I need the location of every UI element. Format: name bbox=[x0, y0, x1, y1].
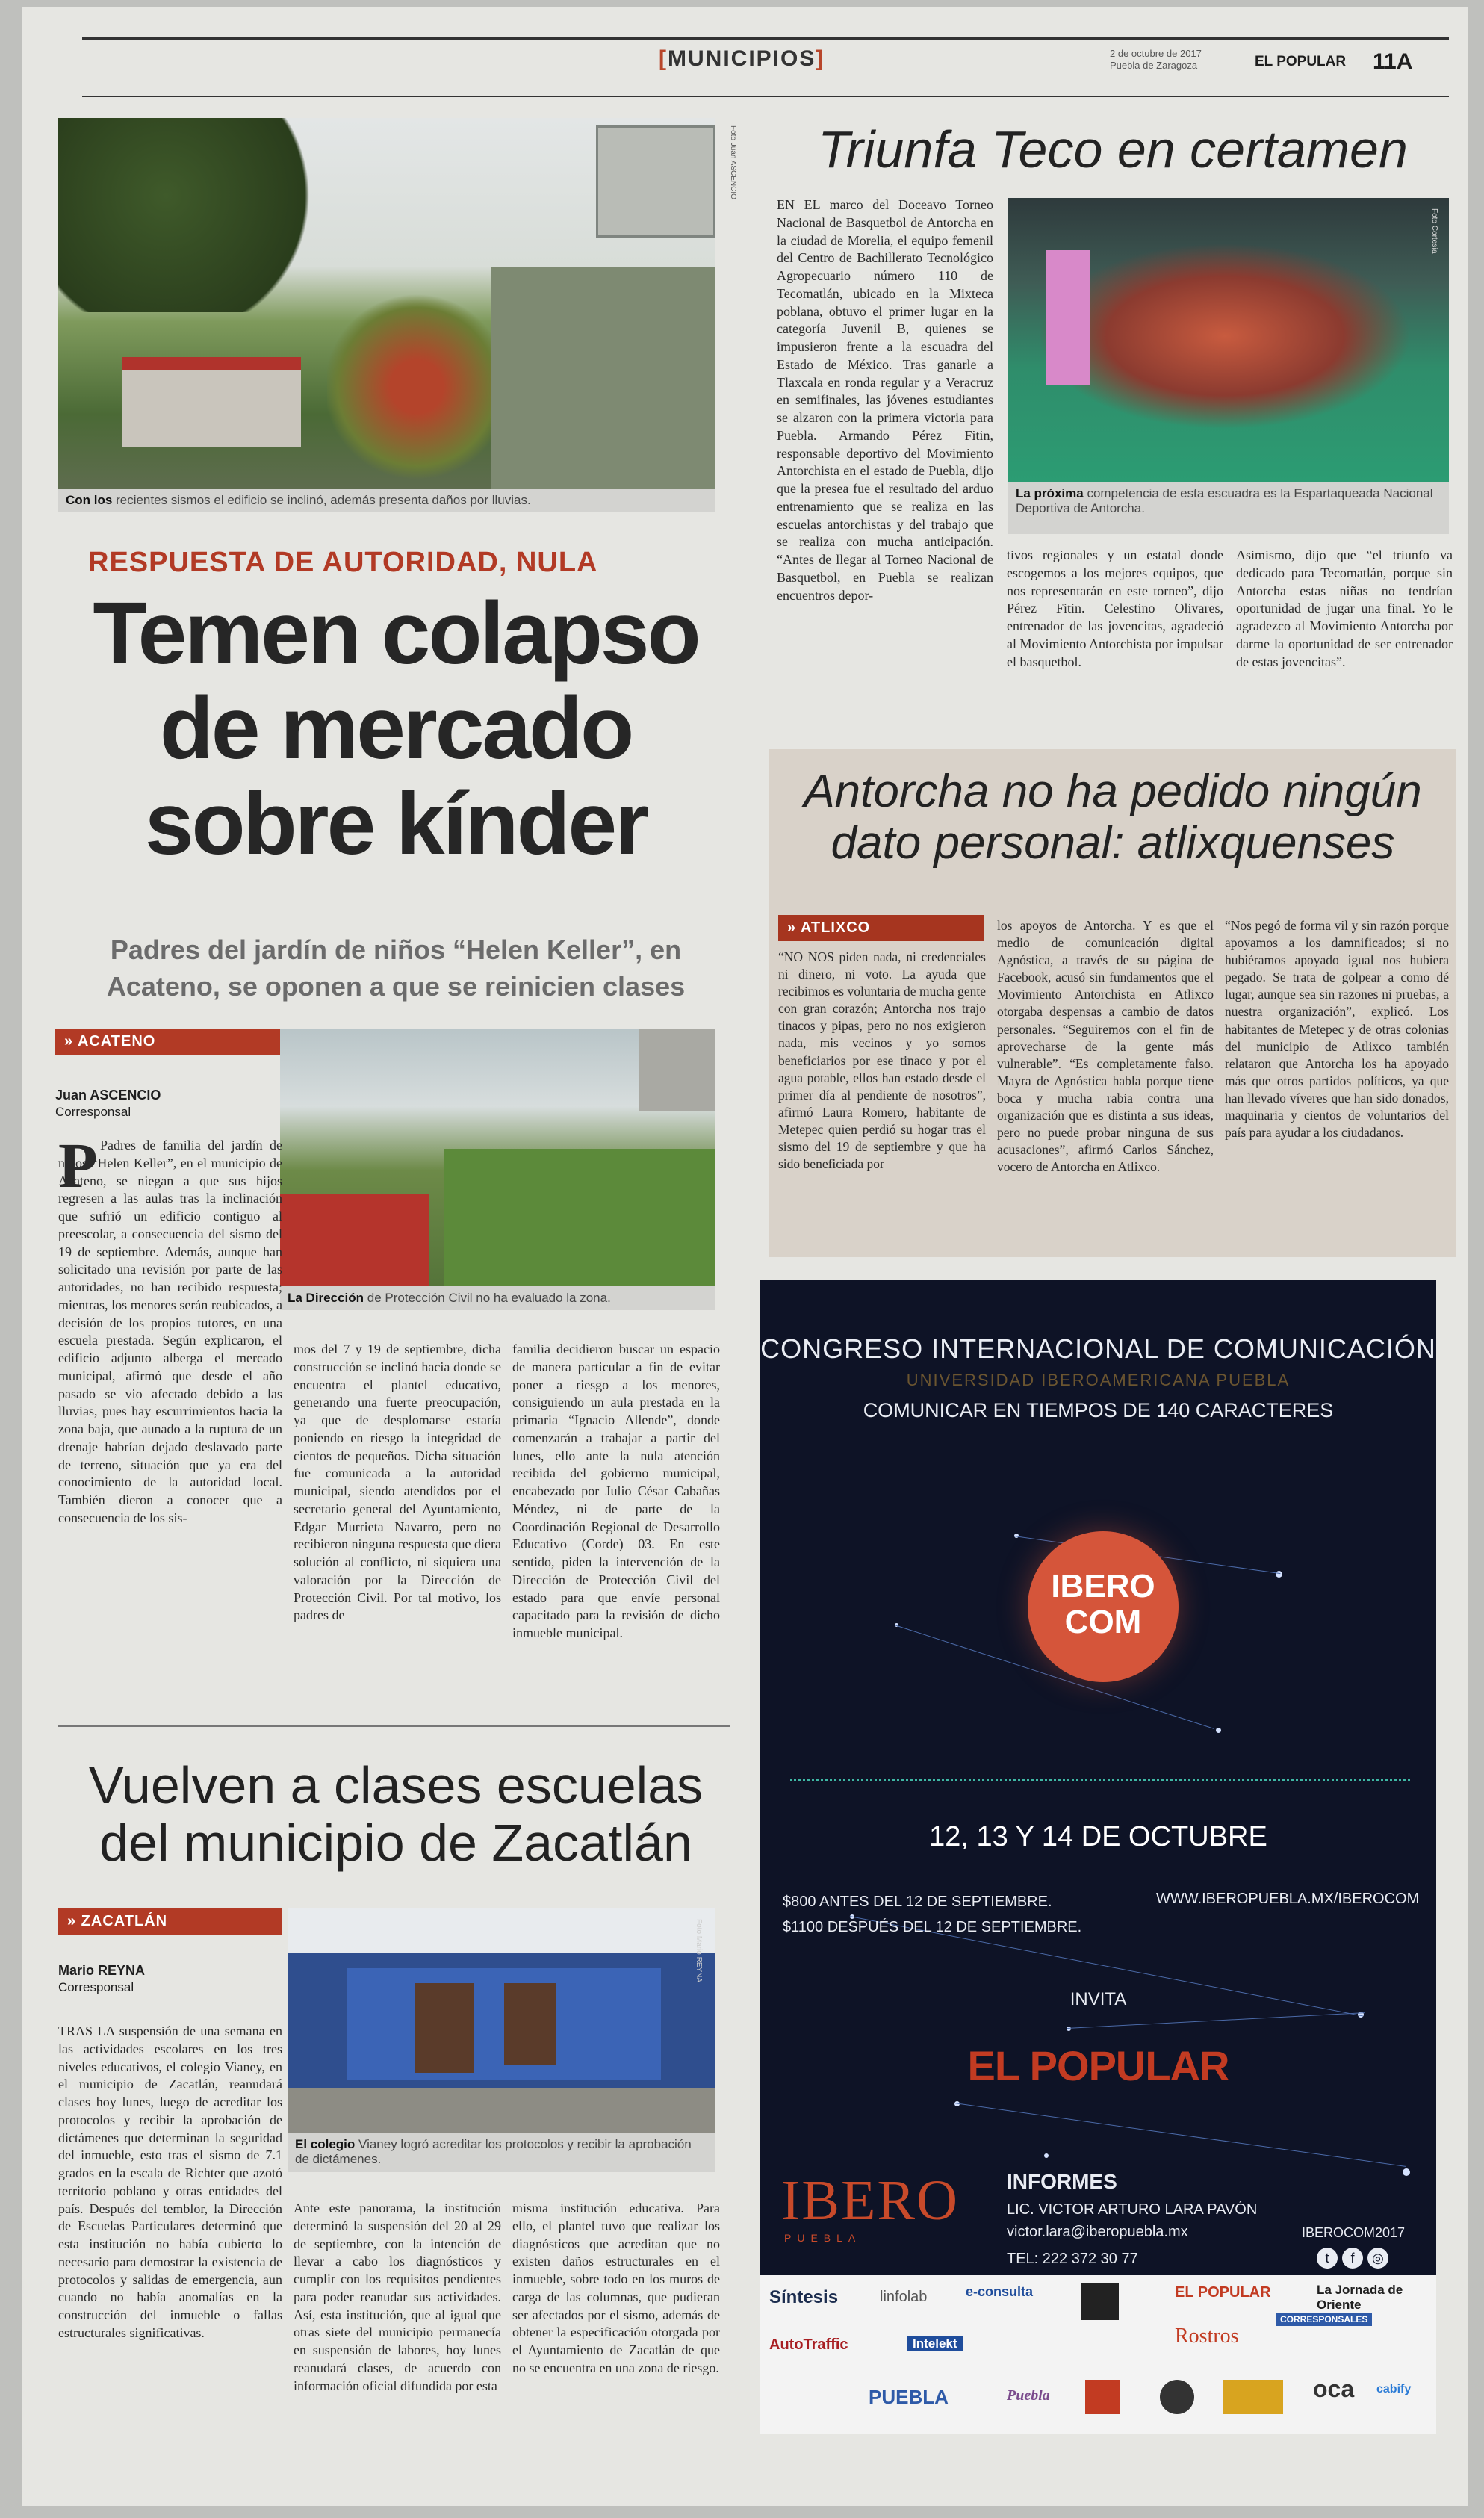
main-kicker: RESPUESTA DE AUTORIDAD, NULA bbox=[88, 547, 598, 578]
teco-photo-credit: Foto Cortesía bbox=[1430, 208, 1438, 254]
sponsor-puebla: PUEBLA bbox=[869, 2386, 949, 2408]
sponsor-red-logo bbox=[1085, 2380, 1120, 2414]
sponsor-cabify: cabify bbox=[1376, 2383, 1412, 2395]
antorcha-body-col2: los apoyos de Antorcha. Y es que el medio de comunicación digital Agnóstica, a través de su página de Facebook, acusó sin fundamentos que el Movimiento Antorchista en Atlixco otorgaba despensas a cambio de datos personales. “Seguiremos con el fin de aprovecharse de la gente más vulnerable”. “Es completamente falso. Mayra de Agnóstica habla porque tiene boca y mucha rabia contra una organización que es distinta a sus ideas, pero no puede probar ninguna de sus acusaciones”, afirmó Carlos Sánchez, vocero de Antorcha en Atlixco. bbox=[997, 918, 1214, 1175]
sponsor-econsulta: e-consulta bbox=[966, 2284, 1034, 2299]
tag-acateno: » ACATENO bbox=[55, 1029, 283, 1055]
zacatlan-body-col3: misma institución educativa. Para ello, el plantel tuvo que realizar los diagnósticos que acreditan que no existen daños estructurales en el inmueble, sobre todo en los muros de carga de las columnas, que pudieran ser afectados por el sismo, además de obtener la especificación otorgada por el Ayuntamiento de Zacatlán de que no se encuentra en una zona de riesgo. bbox=[512, 2201, 720, 2375]
market-building-photo bbox=[58, 118, 737, 489]
ad-email-link[interactable]: victor.lara@iberopuebla.mx bbox=[1007, 2224, 1188, 2240]
photo-credit: Foto Juan ASCENCIO bbox=[729, 125, 737, 199]
sponsor-yellow-logo bbox=[1223, 2380, 1283, 2414]
zacatlan-body-col2: Ante este panorama, la institución determinó la suspensión del 20 al 29 de septiembre, con la intención de llevar a cabo los diagnósticos y cumplir con los requisitos pendientes para poder reanudar sus actividades. Así, esta institución, que al igual que otras siete del municipio permanecía en suspensión de labores, hoy lunes reanudará clases, de acuerdo con información oficial difundida por esta bbox=[294, 2201, 501, 2393]
tag-atlixco: » ATLIXCO bbox=[778, 915, 984, 941]
teco-body-col3: Asimismo, dijo que “el triunfo va dedicado para Tecomatlán, porque sin Antorcha estas niñas no tendrían oportunidad de jugar una final. Yo le agradezco al Movimiento Antorcha por darme la oportunidad de ser entrenador de estas jovencitas”. bbox=[1236, 548, 1453, 669]
sponsor-strip bbox=[760, 2275, 1436, 2434]
social-icons[interactable] bbox=[1317, 2248, 1388, 2269]
main-subtitle: Padres del jardín de niños “Helen Keller”, en Acateno, se oponen a que se reinicien clases bbox=[106, 934, 686, 1002]
header-bottom-rule bbox=[82, 96, 1449, 97]
ibero-logo-sub: PUEBLA bbox=[784, 2232, 862, 2244]
sponsor-autotraffic: AutoTraffic bbox=[769, 2336, 848, 2353]
instagram-icon[interactable]: ◎ bbox=[1367, 2248, 1388, 2269]
antorcha-body-col1: “NO NOS piden nada, ni credenciales ni dinero, ni voto. La ayuda que recibimos es voluntaria de mucha gente con gran corazón; Antorcha nos trajo tinacos y pipas, pero no nos exigieron nada, mis vecinos y yo somos beneficiarios por ese tinaco y por el agua potable, ellos han estado desde el primer día al pendiente de nosotros”, afirmó Laura Romero, habitante de Metepec quien perdió su hogar tras el sismo del 19 de septiembre y que ha sido beneficiada por bbox=[778, 949, 986, 1172]
drop-cap: P bbox=[58, 1129, 98, 1201]
acateno-photo-caption: La Dirección de Protección Civil no ha evaluado la zona. bbox=[280, 1286, 715, 1310]
ibero-logo: IBERO bbox=[781, 2169, 959, 2232]
twitter-icon[interactable]: t bbox=[1317, 2248, 1338, 2269]
sponsor-la-jornada: La Jornada de Oriente bbox=[1317, 2283, 1403, 2312]
section-divider bbox=[58, 1725, 730, 1727]
school-photo-caption: El colegio Vianey logró acreditar los protocolos y recibir la aprobación de dictámenes. bbox=[288, 2133, 715, 2172]
sponsor-el-popular: EL POPULAR bbox=[1175, 2284, 1271, 2301]
antorcha-body-col3: “Nos pegó de forma vil y sin razón porque apoyamos a los damnificados; si no hubiéramos apoyado igual nos hubiera pegado. Se trata de golpear a como dé lugar, aunque sea sin razones ni pruebas, a nuestra organización”, explicó. Los habitantes de Metepec y de otras colonias del municipio de Atlixco también relataron que Antorcha los ha apoyado más que otros partidos políticos, ya que han llevado víveres que han sido donados, maquinaria y cientos de voluntarios del país para ayudar a los ciudadanos. bbox=[1225, 918, 1449, 1141]
teco-body-col2: tivos regionales y un estatal donde escogemos a los mejores equipos, que nos representarán en este torneo”, dijo Pérez Fitin. Celestino Olivares, entrenador de las jovencitas, agradeció al Movimiento Antorchista por impulsar el basquetbol. bbox=[1007, 548, 1223, 669]
acateno-body-col3: familia decidieron buscar un espacio de manera particular a fin de evitar poner a riesgo a los menores, consiguiendo un aula prestada en la primaria “Ignacio Allende”, donde comenzarán a trabajar a partir del lunes, ello ante la nula atención recibida del gobierno municipal, encabezado por Julio César Cabañas Méndez, ni de parte de la Coordinación Regional de Desarrollo Educativo (Corde) 03. En este sentido, piden la intervención de la Dirección de Protección Civil del estado para que envíe personal capacitado para la revisión de dicho inmueble municipal. bbox=[512, 1342, 720, 1640]
ad-hashtag: IBEROCOM2017 bbox=[1302, 2225, 1406, 2240]
sponsor-round-logo bbox=[1160, 2380, 1194, 2414]
ad-theme: COMUNICAR EN TIEMPOS DE 140 CARACTERES bbox=[863, 1399, 1334, 1421]
sponsor-linfolab: linfolab bbox=[880, 2289, 928, 2305]
school-photo bbox=[288, 1908, 715, 2133]
ad-title: CONGRESO INTERNACIONAL DE COMUNICACIÓN bbox=[760, 1333, 1436, 1364]
ad-phone: TEL: 222 372 30 77 bbox=[1007, 2251, 1138, 2267]
sponsor-intelekt: Intelekt bbox=[907, 2336, 963, 2351]
main-headline: Temen colapso de mercado sobre kínder bbox=[93, 584, 699, 873]
zacatlan-photo-credit: Foto Mario REYNA bbox=[695, 1919, 703, 1983]
acateno-body-col2: mos del 7 y 19 de septiembre, dicha construcción se inclinó hacia donde se encuentra el plantel educativo, generando una fuerte preocupación, ya que de desplomarse estaría poniendo en riesgo la integridad de cientos de pequeños. Dicha situación fue comunicada a la autoridad municipal, siendo atendidos por el secretario general del Ayuntamiento, Edgar Murrieta Navarro, pero no recibieron ninguna respuesta que diera solución al conflicto, ni siquiera una valoración por la Dirección de Protección Civil. Por tal motivo, los padres de bbox=[294, 1342, 501, 1623]
facebook-icon[interactable]: f bbox=[1342, 2248, 1363, 2269]
sponsor-rostros: Rostros bbox=[1175, 2325, 1239, 2348]
antorcha-headline: Antorcha no ha pedido ningún dato personal: atlixquenses bbox=[804, 766, 1422, 869]
sponsor-oca: oca bbox=[1313, 2375, 1355, 2402]
main-photo-caption: Con los recientes sismos el edificio se inclinó, además presenta daños por lluvias. bbox=[58, 489, 715, 512]
sponsor-qr-logo bbox=[1081, 2283, 1119, 2320]
acateno-photo bbox=[280, 1029, 715, 1286]
ad-url-link[interactable]: WWW.IBEROPUEBLA.MX/IBEROCOM bbox=[1156, 1891, 1420, 1907]
iberocom-logo: IBERO COM bbox=[1028, 1531, 1179, 1682]
byline-acateno: Juan ASCENCIO Corresponsal bbox=[55, 1088, 161, 1120]
header-top-rule bbox=[82, 37, 1449, 40]
teco-body-col1: EN EL marco del Doceavo Torneo Nacional de Basquetbol de Antorcha en la ciudad de Morelia, el equipo femenil del Centro de Bachillerato Tecnológico Agropecuario número 110 de Tecomatlán, ubicado en la Mixteca poblana, obtuvo el primer lugar en la categoría Juvenil B, quienes se impusieron frente a la escuadra del Estado de México. Tras ganarle a Tlaxcala en ronda regular y a Veracruz en semifinales, las jóvenes estudiantes se alzaron con la primera victoria para Puebla. Armando Pérez Fitin, responsable deportivo del Movimiento Antorchista en el estado de Puebla, dijo que la presea fue el resultado del arduo entrenamiento que se realiza en las escuelas antorchistas y del trabajo que se realiza con mucha anticipación. “Antes de llegar al Torneo Nacional de Basquetbol, en Puebla se realizan encuentros depor- bbox=[777, 197, 993, 603]
sponsor-corresponsales: CORRESPONSALES bbox=[1276, 2313, 1372, 2326]
ad-prices: $800 ANTES DEL 12 DE SEPTIEMBRE. $1100 DESPUÉS DEL 12 DE SEPTIEMBRE. bbox=[783, 1894, 1082, 1935]
ad-informes: INFORMES bbox=[1007, 2170, 1117, 2193]
teco-team-photo bbox=[1008, 198, 1449, 482]
ad-dates: 12, 13 Y 14 DE OCTUBRE bbox=[929, 1821, 1267, 1852]
iberocom-advertisement[interactable] bbox=[760, 1280, 1436, 2434]
ad-contact-name: LIC. VICTOR ARTURO LARA PAVÓN bbox=[1007, 2201, 1258, 2218]
ad-subtitle: UNIVERSIDAD IBEROAMERICANA PUEBLA bbox=[906, 1371, 1291, 1389]
acateno-body-col1: P Padres de familia del jardín de niños “Helen Keller”, en el municipio de Acateno, se niegan a que sus hijos regresen a las aulas tras la inclinación que sufrió un edificio contiguo al preescolar, a consecuencia del sismo del 19 de septiembre. Además, aunque han solicitado una revisión por parte de las autoridades, no han recibido respuesta; mientras, los menores serán reubicados, a decisión de los propios tutores, en una escuela prestada. Según explicaron, el edificio adjunto alberga el mercado municipal, afirmó que desde el año pasado se vio afectado debido a las lluvias, pues hay escurrimientos hacia la zona baja, que aunado a la ruptura de un drenaje habrían dejado deslavado parte de terreno, situación que ya era del conocimiento de la autoridad local. También dieron a conocer que a consecuencia de los sis- bbox=[58, 1129, 282, 1525]
zacatlan-body-col1: TRAS LA suspensión de una semana en las actividades escolares en los tres niveles educativos, el colegio Vianey, en el municipio de Zacatlán, reanudará clases hoy lunes, luego de acreditar los protocolos y recibir la aprobación de dictámenes que determinan la seguridad del inmueble, esto tras el sismo de 7.1 grados en la escala de Richter que azotó territorio poblano y otras entidades del país. Después del temblor, la Dirección de Escuelas Particulares determinó que esta institución no había cubierto lo necesario para demostrar la existencia de protocolos y salidas de emergencia, aun cuando no había anomalías en la construcción del inmueble o fallas estructurales significativas. bbox=[58, 2024, 282, 2340]
section-label: [MUNICIPIOS] bbox=[659, 46, 825, 71]
sponsor-sintesis: Síntesis bbox=[769, 2287, 839, 2307]
byline-zacatlan: Mario REYNA Corresponsal bbox=[58, 1963, 146, 1995]
ad-invita: INVITA bbox=[1069, 1989, 1127, 2009]
el-popular-logo: EL POPULAR bbox=[967, 2042, 1229, 2089]
header-paper-name: EL POPULAR bbox=[1255, 54, 1347, 69]
header-date: 2 de octubre de 2017 Puebla de Zaragoza bbox=[1110, 48, 1202, 71]
teco-photo-caption: La próxima competencia de esta escuadra es la Espartaqueada Nacional Deportiva de Antorcha. bbox=[1008, 482, 1449, 534]
page-number: 11A bbox=[1373, 49, 1413, 74]
ad-dotted-divider bbox=[790, 1779, 1410, 1781]
teco-headline: Triunfa Teco en certamen bbox=[818, 120, 1408, 179]
zacatlan-headline: Vuelven a clases escuelas del municipio de Zacatlán bbox=[88, 1756, 704, 1872]
tag-zacatlan: » ZACATLÁN bbox=[58, 1908, 282, 1935]
sponsor-puebla-gob: Puebla bbox=[1007, 2387, 1050, 2404]
